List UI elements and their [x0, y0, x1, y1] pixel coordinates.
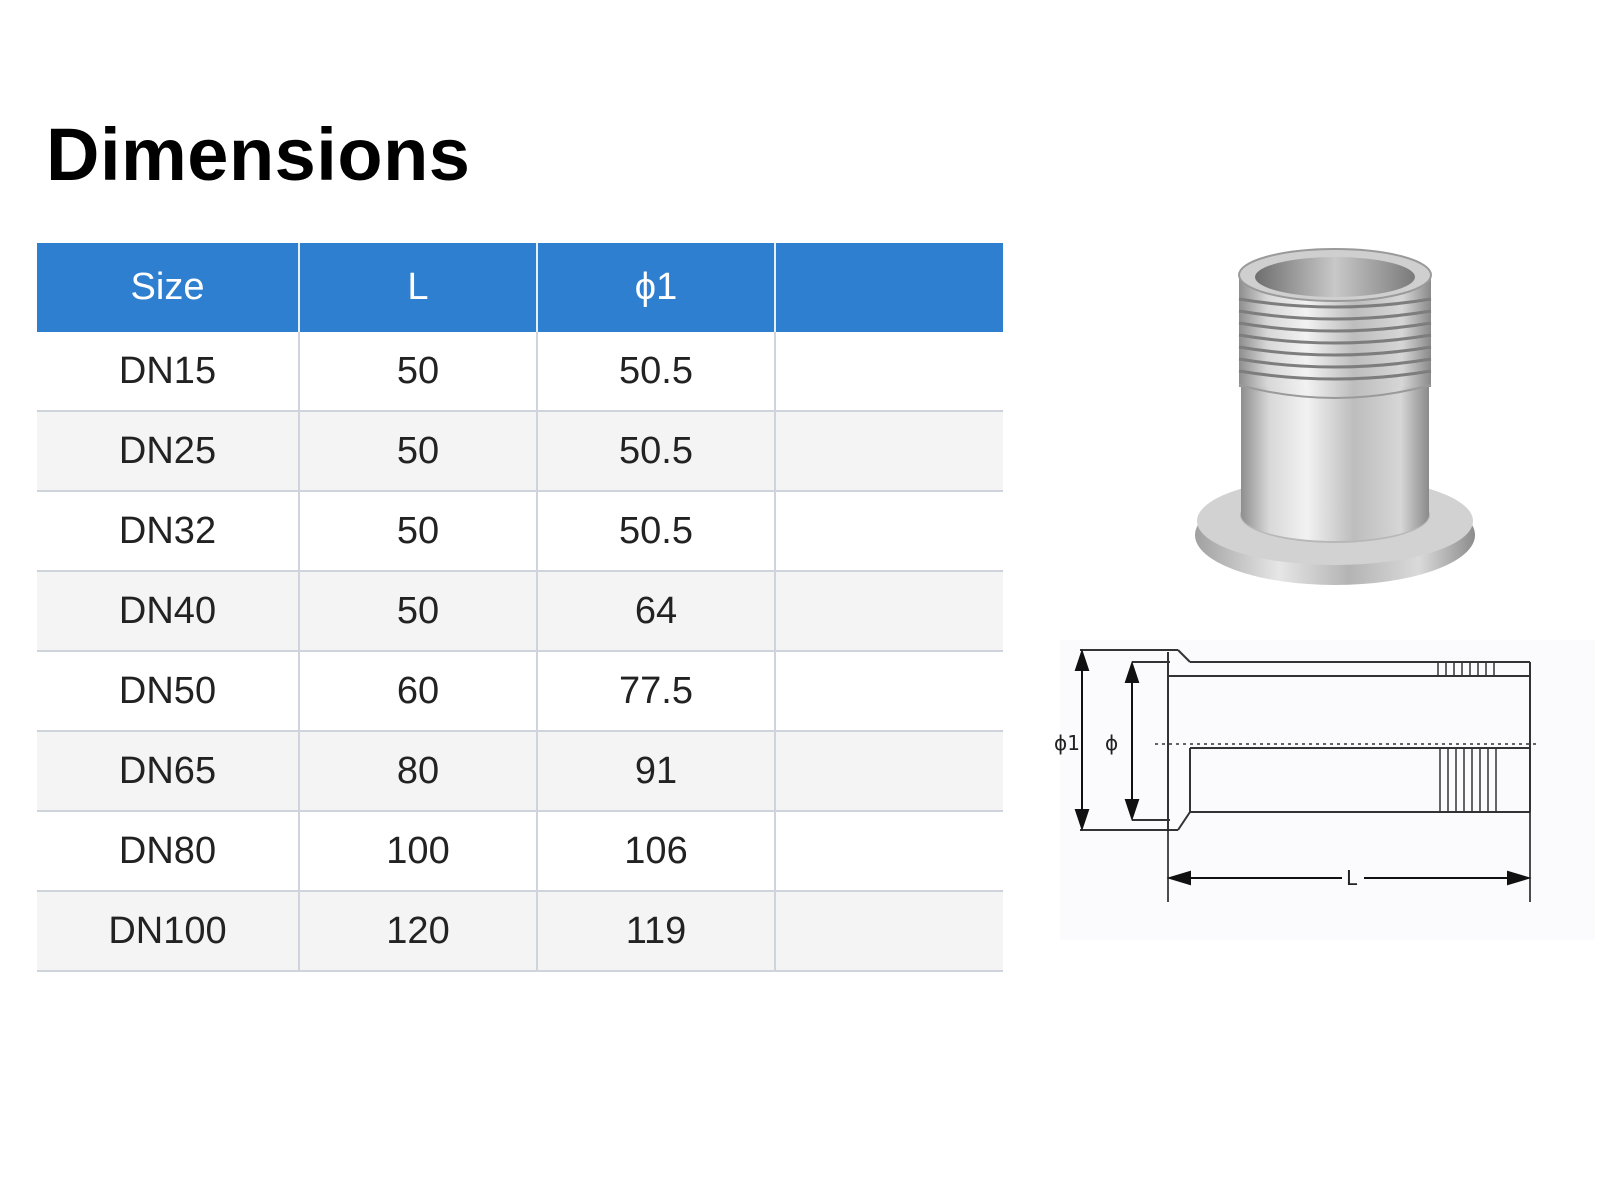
cell-phi1: 77.5	[537, 651, 775, 731]
header-empty	[775, 243, 1003, 332]
cell-size: DN100	[37, 891, 299, 971]
cell-length: 50	[299, 491, 537, 571]
cell-length: 100	[299, 811, 537, 891]
cell-empty	[775, 491, 1003, 571]
table-row	[37, 411, 1003, 491]
cell-size: DN40	[37, 571, 299, 651]
cell-phi1: 50.5	[537, 491, 775, 571]
length-label: L	[1346, 866, 1358, 890]
table-row	[37, 891, 1003, 971]
cell-length: 80	[299, 731, 537, 811]
cell-empty	[775, 411, 1003, 491]
phi1-label: ϕ1	[1054, 731, 1080, 755]
cell-phi1: 50.5	[537, 332, 775, 411]
cell-empty	[775, 332, 1003, 411]
cell-size: DN25	[37, 411, 299, 491]
cell-size: DN65	[37, 731, 299, 811]
cell-empty	[775, 731, 1003, 811]
header-size: Size	[37, 243, 299, 332]
dimension-drawing	[1054, 640, 1595, 940]
cell-phi1: 106	[537, 811, 775, 891]
cell-length: 60	[299, 651, 537, 731]
cell-size: DN50	[37, 651, 299, 731]
cell-length: 120	[299, 891, 537, 971]
table-row	[37, 491, 1003, 571]
page-title: Dimensions	[46, 113, 471, 196]
cell-phi1: 64	[537, 571, 775, 651]
cell-size: DN80	[37, 811, 299, 891]
table-row	[37, 571, 1003, 651]
table-row	[37, 731, 1003, 811]
dimensions-table	[37, 243, 1003, 972]
cell-empty	[775, 811, 1003, 891]
fitting-product-image	[1185, 215, 1530, 625]
cell-phi1: 50.5	[537, 411, 775, 491]
table-row	[37, 811, 1003, 891]
table-row	[37, 651, 1003, 731]
cell-size: DN32	[37, 491, 299, 571]
cell-length: 50	[299, 332, 537, 411]
header-length: L	[299, 243, 537, 332]
cell-length: 50	[299, 411, 537, 491]
cell-empty	[775, 891, 1003, 971]
thread-hatch	[1438, 662, 1496, 812]
header-phi1: ϕ1	[537, 243, 775, 332]
cell-empty	[775, 571, 1003, 651]
table-header-row	[37, 243, 1003, 332]
cell-empty	[775, 651, 1003, 731]
cell-length: 50	[299, 571, 537, 651]
cell-phi1: 91	[537, 731, 775, 811]
cell-phi1: 119	[537, 891, 775, 971]
phi-label: ϕ	[1105, 731, 1119, 755]
cell-size: DN15	[37, 332, 299, 411]
table-row	[37, 332, 1003, 411]
